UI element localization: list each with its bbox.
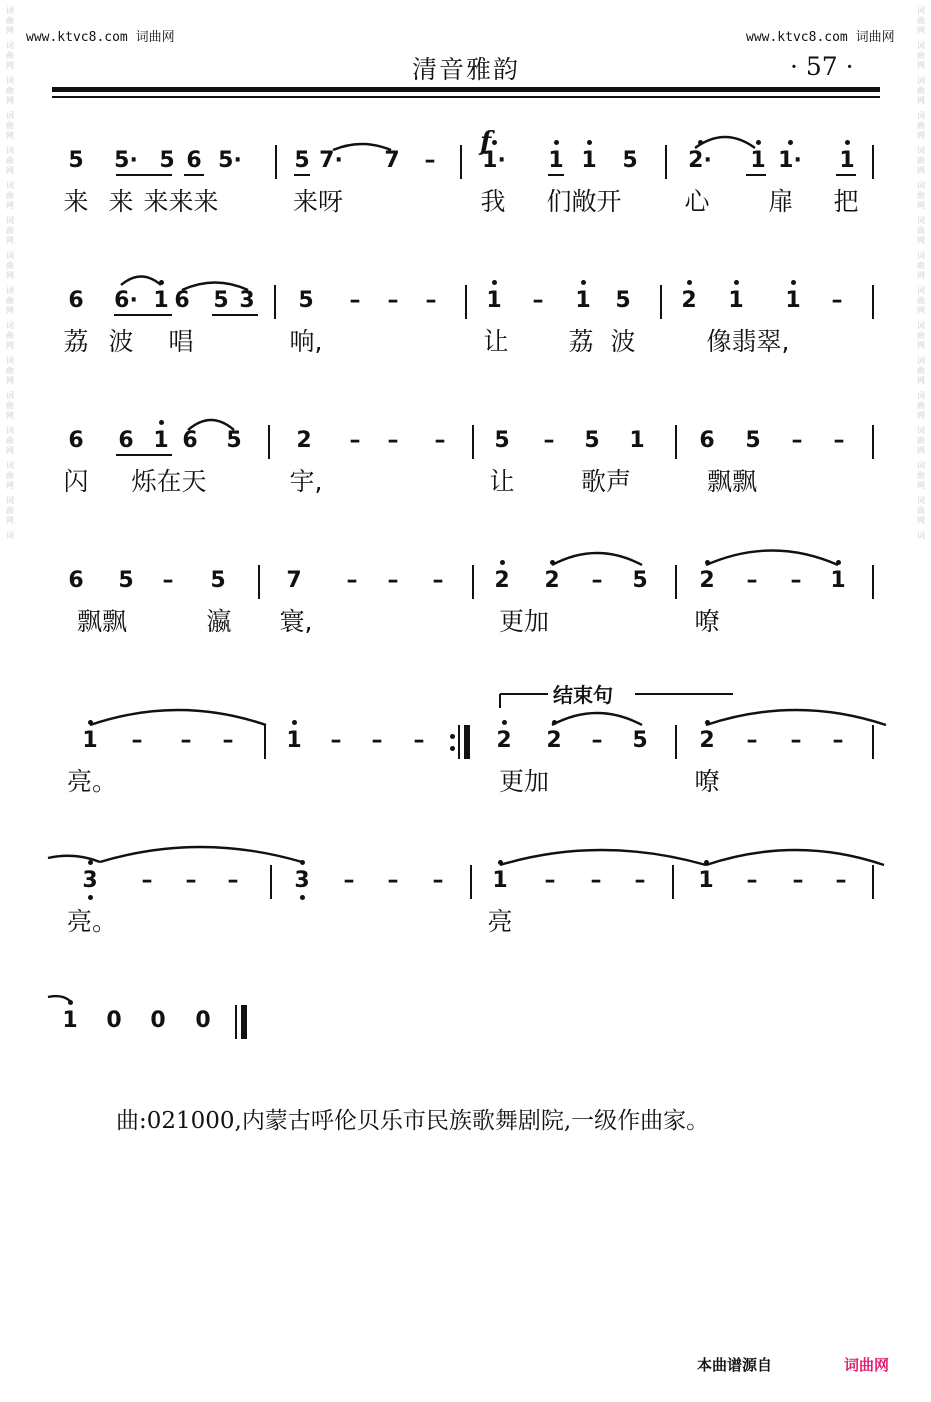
watermark-char: 曲 [6,401,14,410]
slur [121,277,161,286]
slur [188,420,234,430]
note: 6 [118,428,134,453]
lyric: 荔 [63,327,89,356]
note: 0 [195,1008,211,1033]
watermark-char: 网 [917,96,925,105]
note: 5 [68,148,84,173]
note: 1 [728,288,744,313]
dash-note: – [346,568,358,593]
watermark-char: 词 [6,356,14,365]
lyric: 们敞开 [546,187,622,216]
note: 6 [68,428,84,453]
watermark-char: 词 [917,391,925,400]
note: 7 [384,148,400,173]
watermark-char: 网 [917,201,925,210]
dynamic-forte: f [480,127,492,157]
note: 0 [150,1008,166,1033]
note: 1· [778,148,802,173]
lyric: 飘飘 [76,607,128,636]
dash-note: – [746,868,758,893]
lyric: 让 [489,467,515,496]
dash-note: – [349,428,361,453]
dash-note: – [634,868,646,893]
note: 5 [226,428,242,453]
watermark-char: 网 [6,446,14,455]
watermark-char: 词 [6,111,14,120]
watermark-char: 词 [6,41,14,50]
watermark-char: 网 [6,166,14,175]
watermark-char: 网 [6,376,14,385]
lyric: 来 [108,187,134,216]
dash-note: – [790,568,802,593]
watermark-char: 曲 [6,86,14,95]
note: 6 [68,568,84,593]
note: 5 [213,288,229,313]
dash-note: – [792,868,804,893]
note: 1 [581,148,597,173]
slur [706,551,838,566]
note: 1 [286,728,302,753]
dash-note: – [387,568,399,593]
dash-note: – [387,428,399,453]
dash-note: – [434,428,446,453]
watermark-char: 词 [917,146,925,155]
note: 1 [153,428,169,453]
watermark-char: 网 [917,306,925,315]
note: 5 [745,428,761,453]
watermark-char: 网 [917,481,925,490]
dash-note: – [835,868,847,893]
note: 5 [632,728,648,753]
dash-note: – [162,568,174,593]
slur [695,137,755,148]
watermark-char: 网 [6,271,14,280]
watermark-char: 词 [917,356,925,365]
note: 1· [482,148,506,173]
note: 1 [698,868,714,893]
note: 2 [546,728,562,753]
composer-credit: 曲:021000,内蒙古呼伦贝乐市民族歌舞剧院,一级作曲家。 [116,1108,710,1134]
dash-note: – [227,868,239,893]
dash-note: – [591,568,603,593]
page-number: · 57 · [790,52,854,81]
dash-note: – [371,728,383,753]
lyric: 来 [63,187,89,216]
note: 5 [615,288,631,313]
watermark-char: 词 [6,496,14,505]
note: 5 [494,428,510,453]
watermark-char: 网 [917,236,925,245]
slur [48,996,70,1001]
note: 1 [82,728,98,753]
dash-note: – [424,148,436,173]
note: 1 [575,288,591,313]
lyric: 波 [610,327,636,356]
watermark-char: 网 [6,131,14,140]
watermark-char: 词 [917,111,925,120]
dash-note: – [833,428,845,453]
watermark-char: 曲 [6,51,14,60]
note: 7· [319,148,343,173]
watermark-char: 网 [6,306,14,315]
note: 6 [182,428,198,453]
watermark-char: 词 [6,391,14,400]
watermark-char: 曲 [917,296,925,305]
lyric: 来呀 [292,187,344,216]
dash-note: – [330,728,342,753]
lyric: 亮。 [66,907,118,936]
site-url-right[interactable]: www.ktvc8.com 词曲网 [746,30,895,45]
lyric: 歌声 [580,467,632,496]
slur [552,553,642,565]
watermark-char: 网 [6,61,14,70]
watermark-char: 网 [6,236,14,245]
watermark-char: 词 [917,496,925,505]
dash-note: – [432,868,444,893]
watermark-char: 曲 [917,436,925,445]
note: 6 [68,288,84,313]
note: 5 [210,568,226,593]
dash-note: – [746,568,758,593]
watermark-char: 曲 [917,261,925,270]
watermark-char: 词 [917,216,925,225]
dash-note: – [543,428,555,453]
note: 7 [286,568,302,593]
site-url-left[interactable]: www.ktvc8.com 词曲网 [26,30,175,45]
dash-note: – [790,728,802,753]
lyric: 让 [483,327,509,356]
watermark-char: 曲 [917,366,925,375]
watermark-char: 网 [917,271,925,280]
note: 1 [153,288,169,313]
watermark-char: 曲 [917,51,925,60]
note: 1 [785,288,801,313]
watermark-char: 词 [917,461,925,470]
lyric: 嘹 [694,607,720,636]
watermark-char: 网 [6,481,14,490]
note: 6 [186,148,202,173]
watermark-char: 词 [6,251,14,260]
note: 2· [688,148,712,173]
watermark-char: 词 [917,41,925,50]
ending-section-label: 结束句 [553,683,613,707]
watermark-char: 网 [6,341,14,350]
dash-note: – [532,288,544,313]
note: 6 [699,428,715,453]
slurs [48,137,886,1001]
dash-note: – [185,868,197,893]
watermark-char: 词 [917,286,925,295]
lyric: 嘹 [694,767,720,796]
note: 1 [492,868,508,893]
dash-note: – [180,728,192,753]
dash-note: – [832,728,844,753]
watermark-char: 曲 [917,191,925,200]
lyric: 飘飘 [706,467,758,496]
watermark-char: 曲 [6,436,14,445]
lyric: 扉 [768,187,794,216]
dash-note: – [413,728,425,753]
watermark-char: 词 [917,181,925,190]
slur [333,144,391,150]
watermark-char: 词 [6,461,14,470]
note: 1 [62,1008,78,1033]
lyric: 唱 [168,327,194,356]
lyric: 把 [833,187,859,216]
note: 2 [496,728,512,753]
dash-note: – [432,568,444,593]
watermark-char: 曲 [917,471,925,480]
watermark-char: 网 [917,411,925,420]
dash-note: – [222,728,234,753]
watermark-char: 曲 [917,331,925,340]
note: 0 [106,1008,122,1033]
note: 1 [629,428,645,453]
watermark-char: 曲 [917,506,925,515]
watermark-char: 曲 [6,16,14,25]
slur [552,713,642,725]
dash-note: – [141,868,153,893]
slur [182,283,248,291]
note: 2 [681,288,697,313]
watermark-char: 曲 [6,121,14,130]
watermark-char: 曲 [6,471,14,480]
note: 1 [839,148,855,173]
watermark-char: 词 [6,286,14,295]
watermark-char: 网 [917,26,925,35]
watermark-char: 曲 [6,506,14,515]
watermark-char: 曲 [6,296,14,305]
dash-note: – [387,288,399,313]
lyric: 亮。 [66,767,118,796]
dash-note: – [791,428,803,453]
watermark-char: 曲 [917,121,925,130]
watermark-char: 词 [6,216,14,225]
note: 3 [82,868,98,893]
watermark-char: 曲 [917,226,925,235]
watermark-char: 词 [6,76,14,85]
dash-note: – [590,868,602,893]
watermark-char: 词 [6,426,14,435]
lyric: 更加 [498,607,550,636]
page-title: 清音雅韵 [412,55,521,84]
slur [706,710,886,725]
dash-note: – [831,288,843,313]
watermark-char: 曲 [6,156,14,165]
watermark-char: 曲 [917,401,925,410]
note: 5 [118,568,134,593]
watermark-char: 网 [6,201,14,210]
watermark-char: 网 [6,411,14,420]
note: 6 [174,288,190,313]
watermark-char: 网 [917,376,925,385]
lyric: 宇, [289,467,323,496]
note: 1 [830,568,846,593]
note: 1 [548,148,564,173]
note: 5 [622,148,638,173]
watermark-char: 词 [917,251,925,260]
lyric: 瀛 [206,607,232,636]
slur [500,850,706,865]
dash-note: – [746,728,758,753]
watermark-char: 曲 [917,16,925,25]
watermark-char: 词 [6,531,14,540]
watermark-char: 曲 [6,191,14,200]
note: 5 [632,568,648,593]
dash-note: – [544,868,556,893]
watermark-char: 词 [6,321,14,330]
watermark-char: 网 [917,166,925,175]
dash-note: – [349,288,361,313]
watermark-char: 词 [6,6,14,15]
watermark-char: 曲 [917,156,925,165]
watermark-char: 网 [917,131,925,140]
watermark-char: 词 [6,146,14,155]
slur [706,850,884,865]
watermark-char: 词 [917,76,925,85]
note: 3 [294,868,310,893]
watermark-char: 词 [6,181,14,190]
watermark-char: 词 [917,426,925,435]
lyric: 响, [289,327,323,356]
dash-note: – [343,868,355,893]
watermark-char: 曲 [6,226,14,235]
watermark-char: 词 [917,6,925,15]
lyric: 闪 [63,467,89,496]
note: 2 [296,428,312,453]
watermark-char: 网 [917,61,925,70]
lyric: 亮 [487,907,513,936]
note: 3 [239,288,255,313]
slur [100,847,302,862]
lyric: 来来来 [143,187,219,216]
dash-note: – [591,728,603,753]
note: 1 [750,148,766,173]
slur [48,856,100,862]
lyric: 烁在天 [131,467,207,496]
watermark-char: 网 [6,516,14,525]
dash-note: – [131,728,143,753]
note: 5· [218,148,242,173]
note: 6· [114,288,138,313]
ending-section-marker [500,683,733,708]
lyric: 寰, [279,607,313,636]
note: 5 [159,148,175,173]
source-label: 本曲谱源自 [697,1356,773,1374]
watermark-char: 网 [6,26,14,35]
lyric: 更加 [498,767,550,796]
note: 5 [294,148,310,173]
watermark-char: 曲 [6,261,14,270]
note: 5 [298,288,314,313]
dash-note: – [425,288,437,313]
lyric: 我 [480,187,506,216]
slur [90,710,266,725]
lyric: 像翡翠, [706,327,790,356]
note: 5· [114,148,138,173]
note: 2 [494,568,510,593]
watermark-char: 词 [917,321,925,330]
lyric: 波 [108,327,134,356]
watermark-char: 曲 [917,86,925,95]
watermark-char: 网 [917,446,925,455]
lyric: 荔 [568,327,594,356]
dash-note: – [387,868,399,893]
watermark-char: 词 [917,531,925,540]
note: 2 [544,568,560,593]
source-brand[interactable]: 词曲网 [844,1356,890,1374]
watermark-char: 曲 [6,366,14,375]
note: 2 [699,728,715,753]
note: 2 [699,568,715,593]
note: 1 [486,288,502,313]
watermark-char: 网 [917,516,925,525]
watermark-char: 网 [917,341,925,350]
watermark-char: 曲 [6,331,14,340]
note: 5 [584,428,600,453]
lyric: 心 [684,187,710,216]
watermark-char: 网 [6,96,14,105]
